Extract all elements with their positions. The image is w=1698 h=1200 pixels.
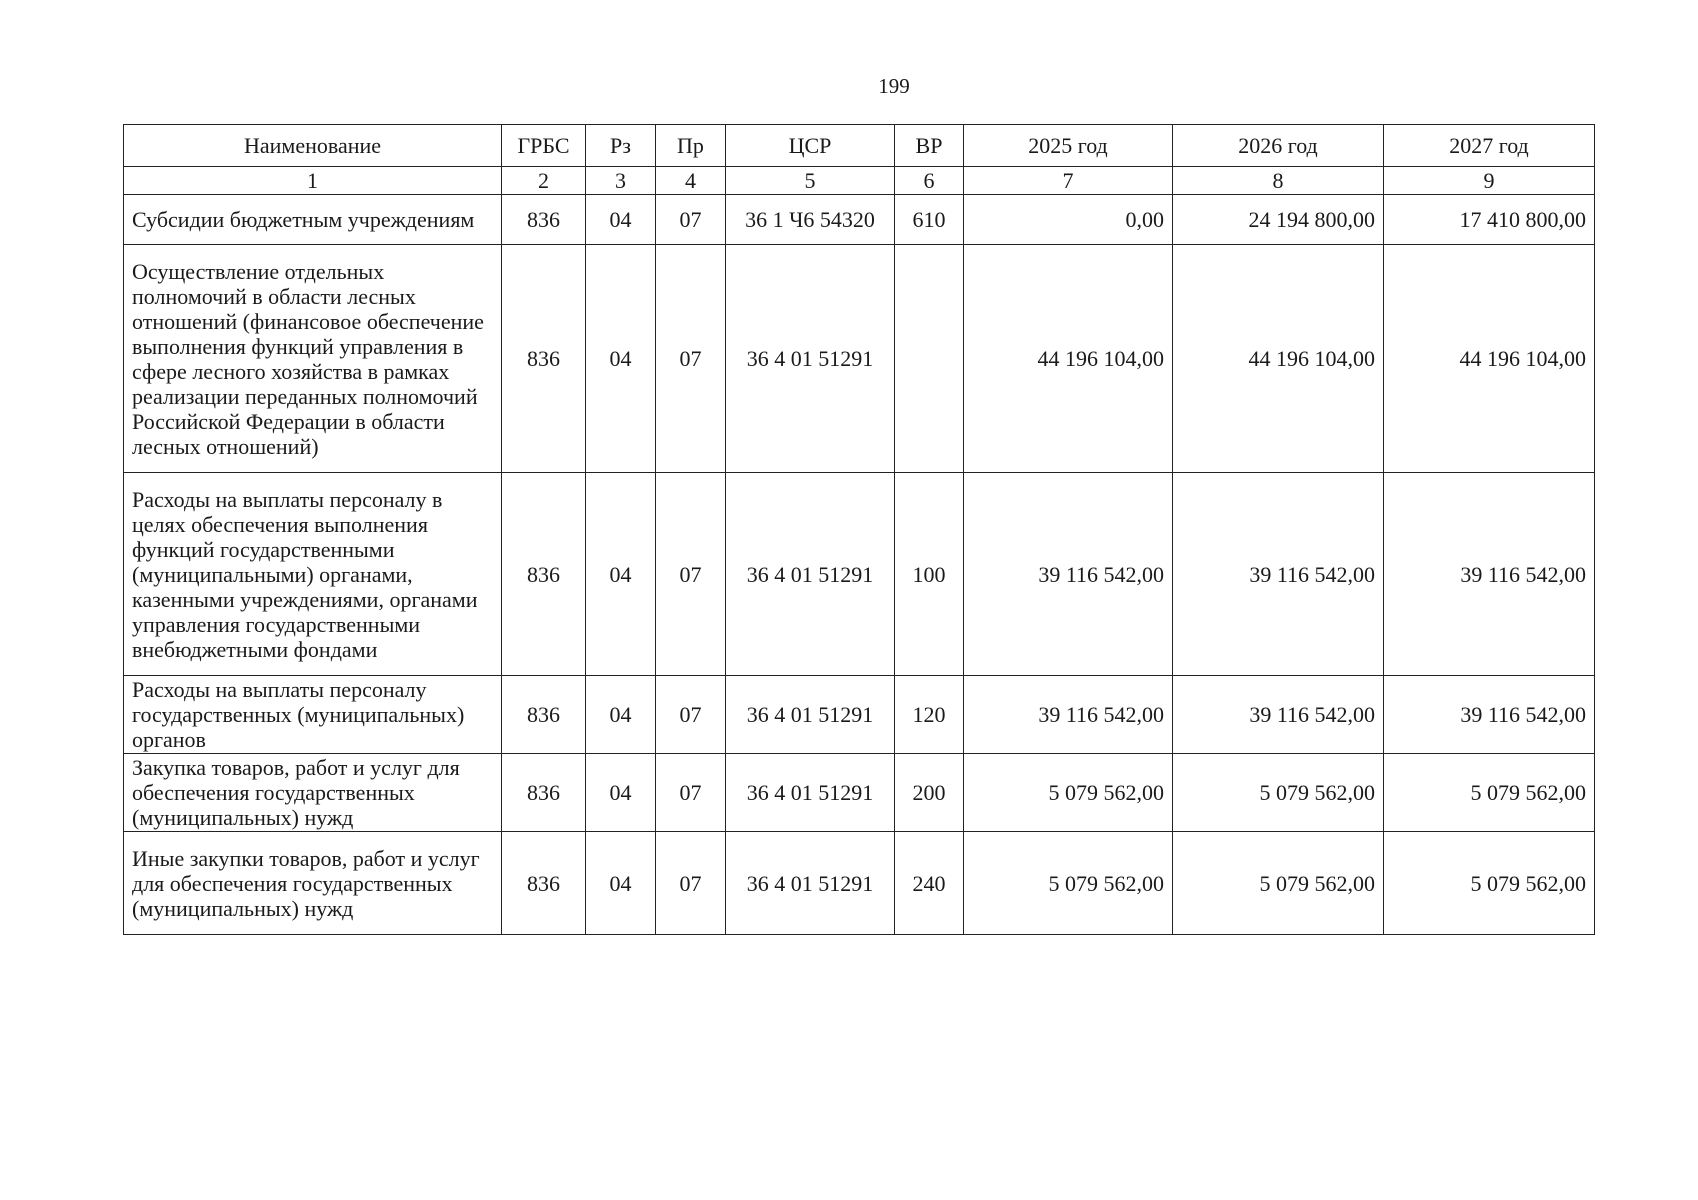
row-amount-2027: 39 116 542,00	[1384, 676, 1595, 754]
row-csr: 36 4 01 51291	[726, 832, 895, 935]
row-grbs: 836	[502, 754, 586, 832]
table-row	[124, 676, 1595, 754]
row-grbs: 836	[502, 676, 586, 754]
header-2025: 2025 год	[964, 125, 1173, 167]
column-number: 6	[895, 167, 964, 195]
column-number: 3	[586, 167, 656, 195]
row-rz: 04	[586, 195, 656, 245]
header-2026: 2026 год	[1173, 125, 1384, 167]
row-amount-2025: 5 079 562,00	[964, 832, 1173, 935]
row-vr: 120	[895, 676, 964, 754]
column-numbering-row	[124, 167, 1595, 195]
row-amount-2027: 44 196 104,00	[1384, 245, 1595, 473]
row-name: Расходы на выплаты персоналу государственных (муниципальных) органов	[124, 676, 502, 754]
column-number: 2	[502, 167, 586, 195]
row-pr: 07	[656, 195, 726, 245]
budget-table	[123, 124, 1595, 935]
row-pr: 07	[656, 676, 726, 754]
table-row	[124, 754, 1595, 832]
row-pr: 07	[656, 754, 726, 832]
row-amount-2026: 44 196 104,00	[1173, 245, 1384, 473]
column-number: 1	[124, 167, 502, 195]
row-name: Иные закупки товаров, работ и услуг для обеспечения государственных (муниципальных) нужд	[124, 832, 502, 935]
column-number: 8	[1173, 167, 1384, 195]
column-number: 9	[1384, 167, 1595, 195]
row-amount-2027: 5 079 562,00	[1384, 832, 1595, 935]
row-name: Закупка товаров, работ и услуг для обеспечения государственных (муниципальных) нужд	[124, 754, 502, 832]
column-number: 4	[656, 167, 726, 195]
row-pr: 07	[656, 832, 726, 935]
row-rz: 04	[586, 245, 656, 473]
row-amount-2027: 17 410 800,00	[1384, 195, 1595, 245]
row-amount-2025: 39 116 542,00	[964, 676, 1173, 754]
page-number: 199	[878, 74, 910, 98]
row-name: Осуществление отдельных полномочий в области лесных отношений (финансовое обеспечение выполнения функций управления в сфере лесного хозяйства в рамках реализации переданных полномочий Российской Федерации в области лесных отношений)	[124, 245, 502, 473]
row-name: Субсидии бюджетным учреждениям	[124, 195, 502, 245]
row-vr: 610	[895, 195, 964, 245]
table-row	[124, 245, 1595, 473]
row-amount-2025: 39 116 542,00	[964, 473, 1173, 676]
header-pr: Пр	[656, 125, 726, 167]
row-amount-2027: 5 079 562,00	[1384, 754, 1595, 832]
row-vr: 100	[895, 473, 964, 676]
table-row	[124, 473, 1595, 676]
row-name: Расходы на выплаты персоналу в целях обеспечения выполнения функций государственными (муниципальными) органами, казенными учреждениями, органами управления государственными внебюджетными фондами	[124, 473, 502, 676]
row-vr: 200	[895, 754, 964, 832]
row-amount-2026: 39 116 542,00	[1173, 676, 1384, 754]
row-csr: 36 4 01 51291	[726, 473, 895, 676]
row-pr: 07	[656, 245, 726, 473]
row-amount-2026: 5 079 562,00	[1173, 832, 1384, 935]
row-csr: 36 4 01 51291	[726, 754, 895, 832]
row-csr: 36 1 Ч6 54320	[726, 195, 895, 245]
column-number: 7	[964, 167, 1173, 195]
header-csr: ЦСР	[726, 125, 895, 167]
row-grbs: 836	[502, 245, 586, 473]
row-pr: 07	[656, 473, 726, 676]
row-amount-2025: 44 196 104,00	[964, 245, 1173, 473]
row-grbs: 836	[502, 195, 586, 245]
row-rz: 04	[586, 473, 656, 676]
row-amount-2026: 39 116 542,00	[1173, 473, 1384, 676]
row-rz: 04	[586, 832, 656, 935]
header-vr: ВР	[895, 125, 964, 167]
row-vr: 240	[895, 832, 964, 935]
row-grbs: 836	[502, 473, 586, 676]
row-rz: 04	[586, 676, 656, 754]
row-amount-2027: 39 116 542,00	[1384, 473, 1595, 676]
row-amount-2025: 5 079 562,00	[964, 754, 1173, 832]
row-grbs: 836	[502, 832, 586, 935]
row-amount-2026: 24 194 800,00	[1173, 195, 1384, 245]
row-csr: 36 4 01 51291	[726, 676, 895, 754]
header-name: Наименование	[124, 125, 502, 167]
column-number: 5	[726, 167, 895, 195]
table-row	[124, 832, 1595, 935]
row-amount-2025: 0,00	[964, 195, 1173, 245]
row-vr	[895, 245, 964, 473]
header-2027: 2027 год	[1384, 125, 1595, 167]
row-rz: 04	[586, 754, 656, 832]
header-row	[124, 125, 1595, 167]
header-grbs: ГРБС	[502, 125, 586, 167]
row-amount-2026: 5 079 562,00	[1173, 754, 1384, 832]
table-row	[124, 195, 1595, 245]
row-csr: 36 4 01 51291	[726, 245, 895, 473]
header-rz: Рз	[586, 125, 656, 167]
